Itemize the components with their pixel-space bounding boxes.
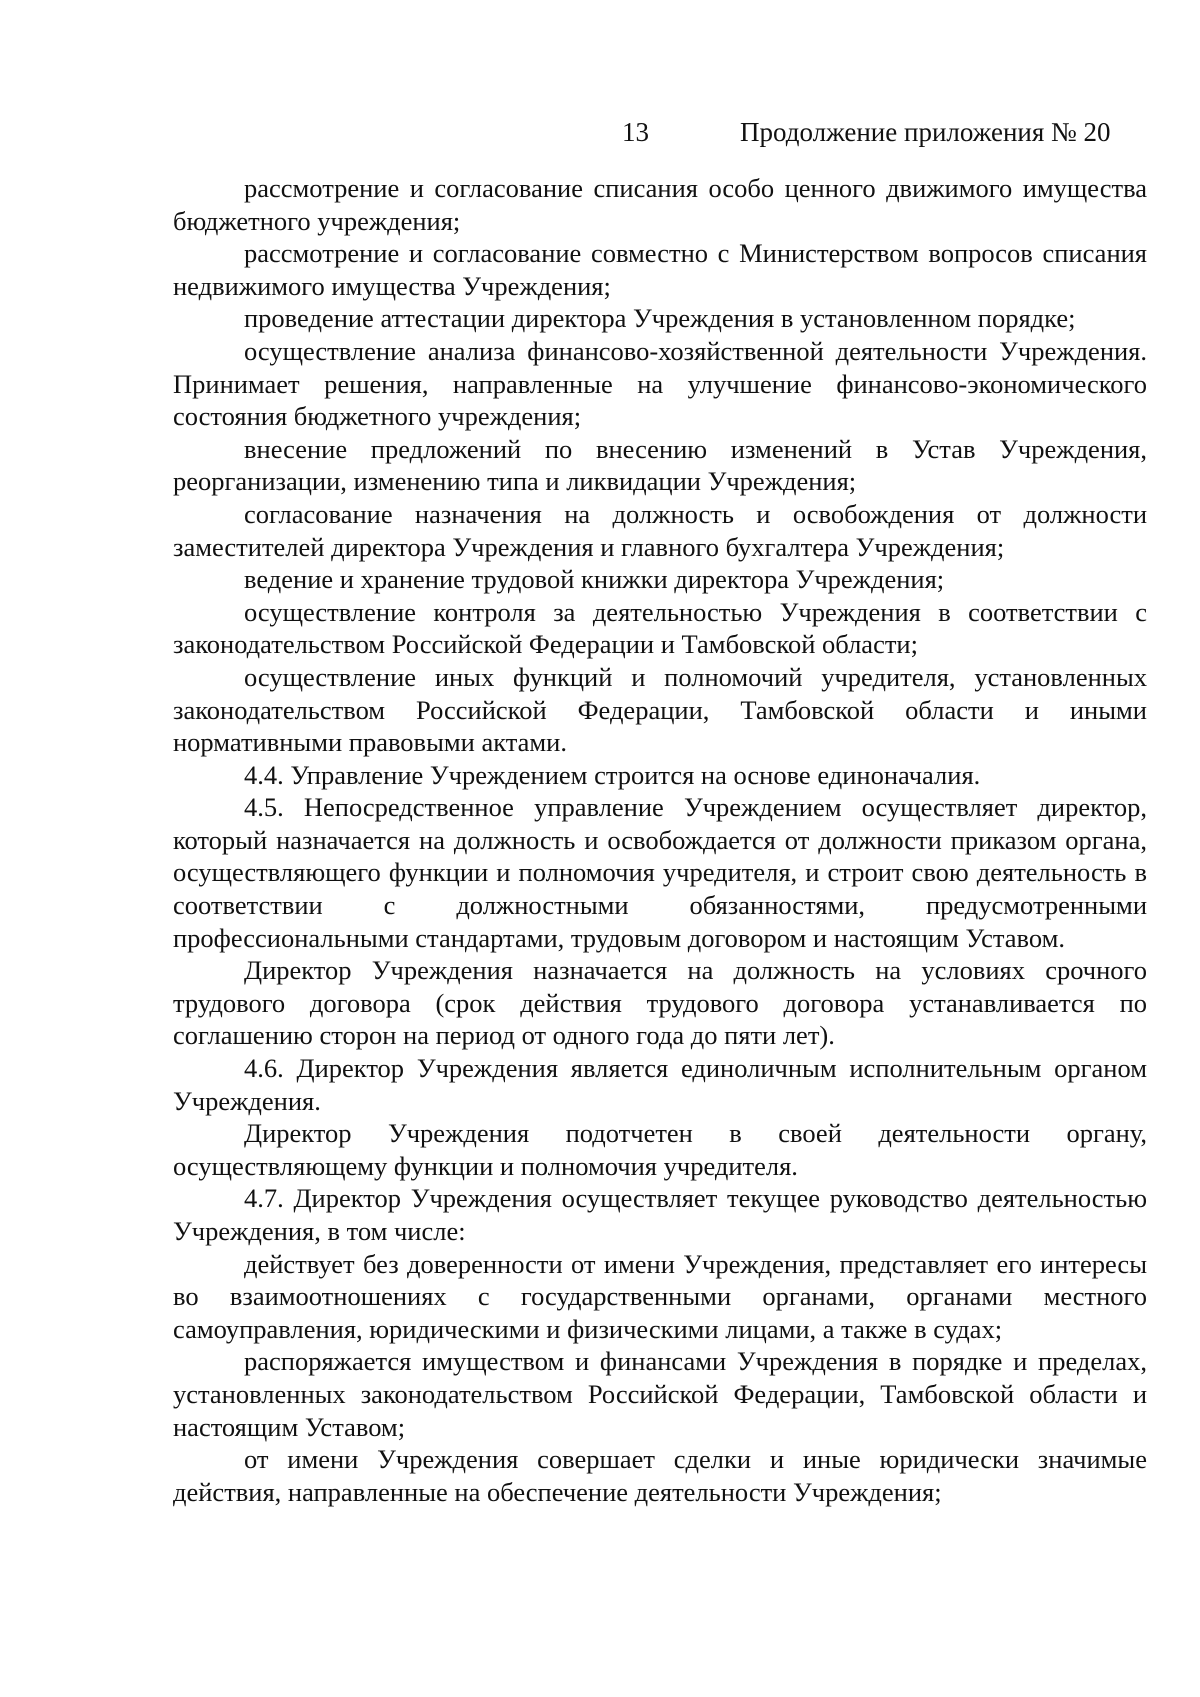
paragraph: осуществление анализа финансово-хозяйственной деятельности Учреждения. Принимает решения, направленные на улучшение финансово-экономического состояния бюджетного учреждения; (173, 335, 1147, 432)
paragraph: распоряжается имуществом и финансами Учреждения в порядке и пределах, установленных законодательством Российской Федерации, Тамбовской области и настоящим Уставом; (173, 1346, 1147, 1442)
appendix-label: Продолжение приложения № 20 (740, 117, 1111, 147)
paragraph: осуществление контроля за деятельностью Учреждения в соответствии с законодательством Российской Федерации и Тамбовской области; (173, 596, 1147, 660)
section-paragraph-4-6: 4.6. Директор Учреждения является единоличным исполнительным органом Учреждения. (173, 1053, 1147, 1116)
document-body (173, 172, 1147, 1508)
page-header (0, 114, 1200, 150)
paragraph: Директор Учреждения назначается на должность на условиях срочного трудового договора (срок действия трудового договора устанавливается по соглашению сторон на период от одного года до пяти лет). (173, 955, 1147, 1051)
paragraph: Директор Учреждения подотчетен в своей деятельности органу, осуществляющему функции и полномочия учредителя. (173, 1118, 1147, 1181)
paragraph: ведение и хранение трудовой книжки директора Учреждения; (244, 564, 945, 595)
section-paragraph-4-7: 4.7. Директор Учреждения осуществляет текущее руководство деятельностью Учреждения, в том числе: (173, 1183, 1147, 1246)
paragraph: от имени Учреждения совершает сделки и иные юридически значимые действия, направленные на обеспечение деятельности Учреждения; (173, 1444, 1147, 1507)
section-paragraph-4-5: 4.5. Непосредственное управление Учреждением осуществляет директор, который назначается на должность и освобождается от должности приказом органа, осуществляющего функции и полномочия учредителя, и строит свою деятельность в соответствии с должностными обязанностями, предусмотренными профессиональными стандартами, трудовым договором и настоящим Уставом. (173, 792, 1147, 953)
paragraph: действует без доверенности от имени Учреждения, представляет его интересы во взаимоотношениях с государственными органами, органами местного самоуправления, юридическими и физическими лицами, а также в судах; (173, 1248, 1147, 1344)
paragraph: согласование назначения на должность и освобождения от должности заместителей директора Учреждения и главного бухгалтера Учреждения; (173, 498, 1147, 562)
paragraph: рассмотрение и согласование совместно с Министерством вопросов списания недвижимого имущества Учреждения; (173, 238, 1147, 301)
paragraph: проведение аттестации директора Учреждения в установленном порядке; (244, 303, 1076, 334)
paragraph: внесение предложений по внесению изменений в Устав Учреждения, реорганизации, изменению типа и ликвидации Учреждения; (173, 433, 1147, 497)
page-number: 13 (622, 117, 649, 147)
paragraph: рассмотрение и согласование списания особо ценного движимого имущества бюджетного учреждения; (173, 173, 1147, 236)
section-paragraph-4-4: 4.4. Управление Учреждением строится на основе единоначалия. (244, 759, 981, 790)
paragraph: осуществление иных функций и полномочий учредителя, установленных законодательством Российской Федерации, Тамбовской области и иными нормативными правовыми актами. (173, 661, 1147, 758)
